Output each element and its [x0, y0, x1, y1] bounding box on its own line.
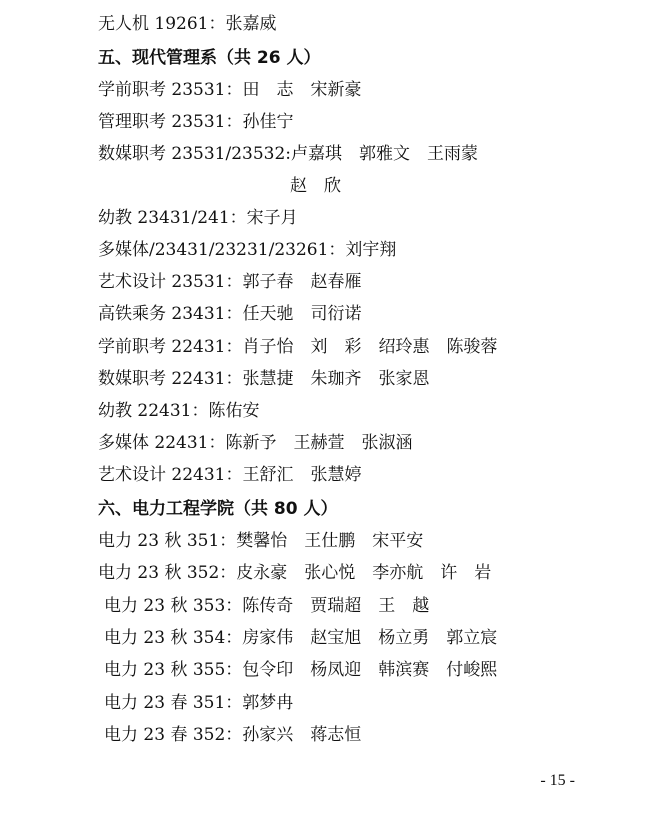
- class-line: 无人机 19261：张嘉威: [98, 14, 277, 34]
- class-line: 学前职考 23531：田 志 宋新豪: [98, 80, 362, 100]
- class-line: 电力 23 秋 354：房家伟 赵宝旭 杨立勇 郭立宸: [104, 628, 498, 648]
- class-line: 多媒体/23431/23231/23261：刘宇翔: [98, 240, 397, 260]
- class-line: 电力 23 秋 352：皮永豪 张心悦 李亦航 许 岩: [98, 563, 492, 583]
- class-line: 电力 23 秋 353：陈传奇 贾瑞超 王 越: [104, 596, 430, 616]
- class-line: 电力 23 春 351：郭梦冉: [104, 693, 294, 713]
- class-line: 多媒体 22431：陈新予 王赫萱 张淑涵: [98, 433, 413, 453]
- class-line: 电力 23 秋 351：樊馨怡 王仕鹏 宋平安: [98, 531, 424, 551]
- class-line: 电力 23 春 352：孙家兴 蒋志恒: [104, 725, 362, 745]
- class-line: 学前职考 22431：肖子怡 刘 彩 绍玲惠 陈骏蓉: [98, 337, 498, 357]
- class-line: 高铁乘务 23431：任天驰 司衍诺: [98, 304, 362, 324]
- class-line: 管理职考 23531：孙佳宁: [98, 112, 294, 132]
- class-line: 艺术设计 23531：郭子春 赵春雁: [98, 272, 362, 292]
- page-number: - 15 -: [540, 772, 575, 789]
- class-line: 幼教 22431：陈佑安: [98, 401, 260, 421]
- class-line: 艺术设计 22431：王舒汇 张慧婷: [98, 465, 362, 485]
- class-line: 数媒职考 22431：张慧捷 朱珈齐 张家恩: [98, 369, 430, 389]
- class-line: 数媒职考 23531/23532:卢嘉琪 郭雅文 王雨蒙: [98, 144, 479, 164]
- section-heading: 五、现代管理系（共 26 人）: [98, 48, 321, 68]
- class-line: 电力 23 秋 355：包令印 杨凤迎 韩滨赛 付峻熙: [104, 660, 498, 680]
- section-heading: 六、电力工程学院（共 80 人）: [98, 499, 338, 519]
- class-line: 幼教 23431/241：宋子月: [98, 208, 298, 228]
- class-line-continuation: 赵 欣: [290, 176, 341, 196]
